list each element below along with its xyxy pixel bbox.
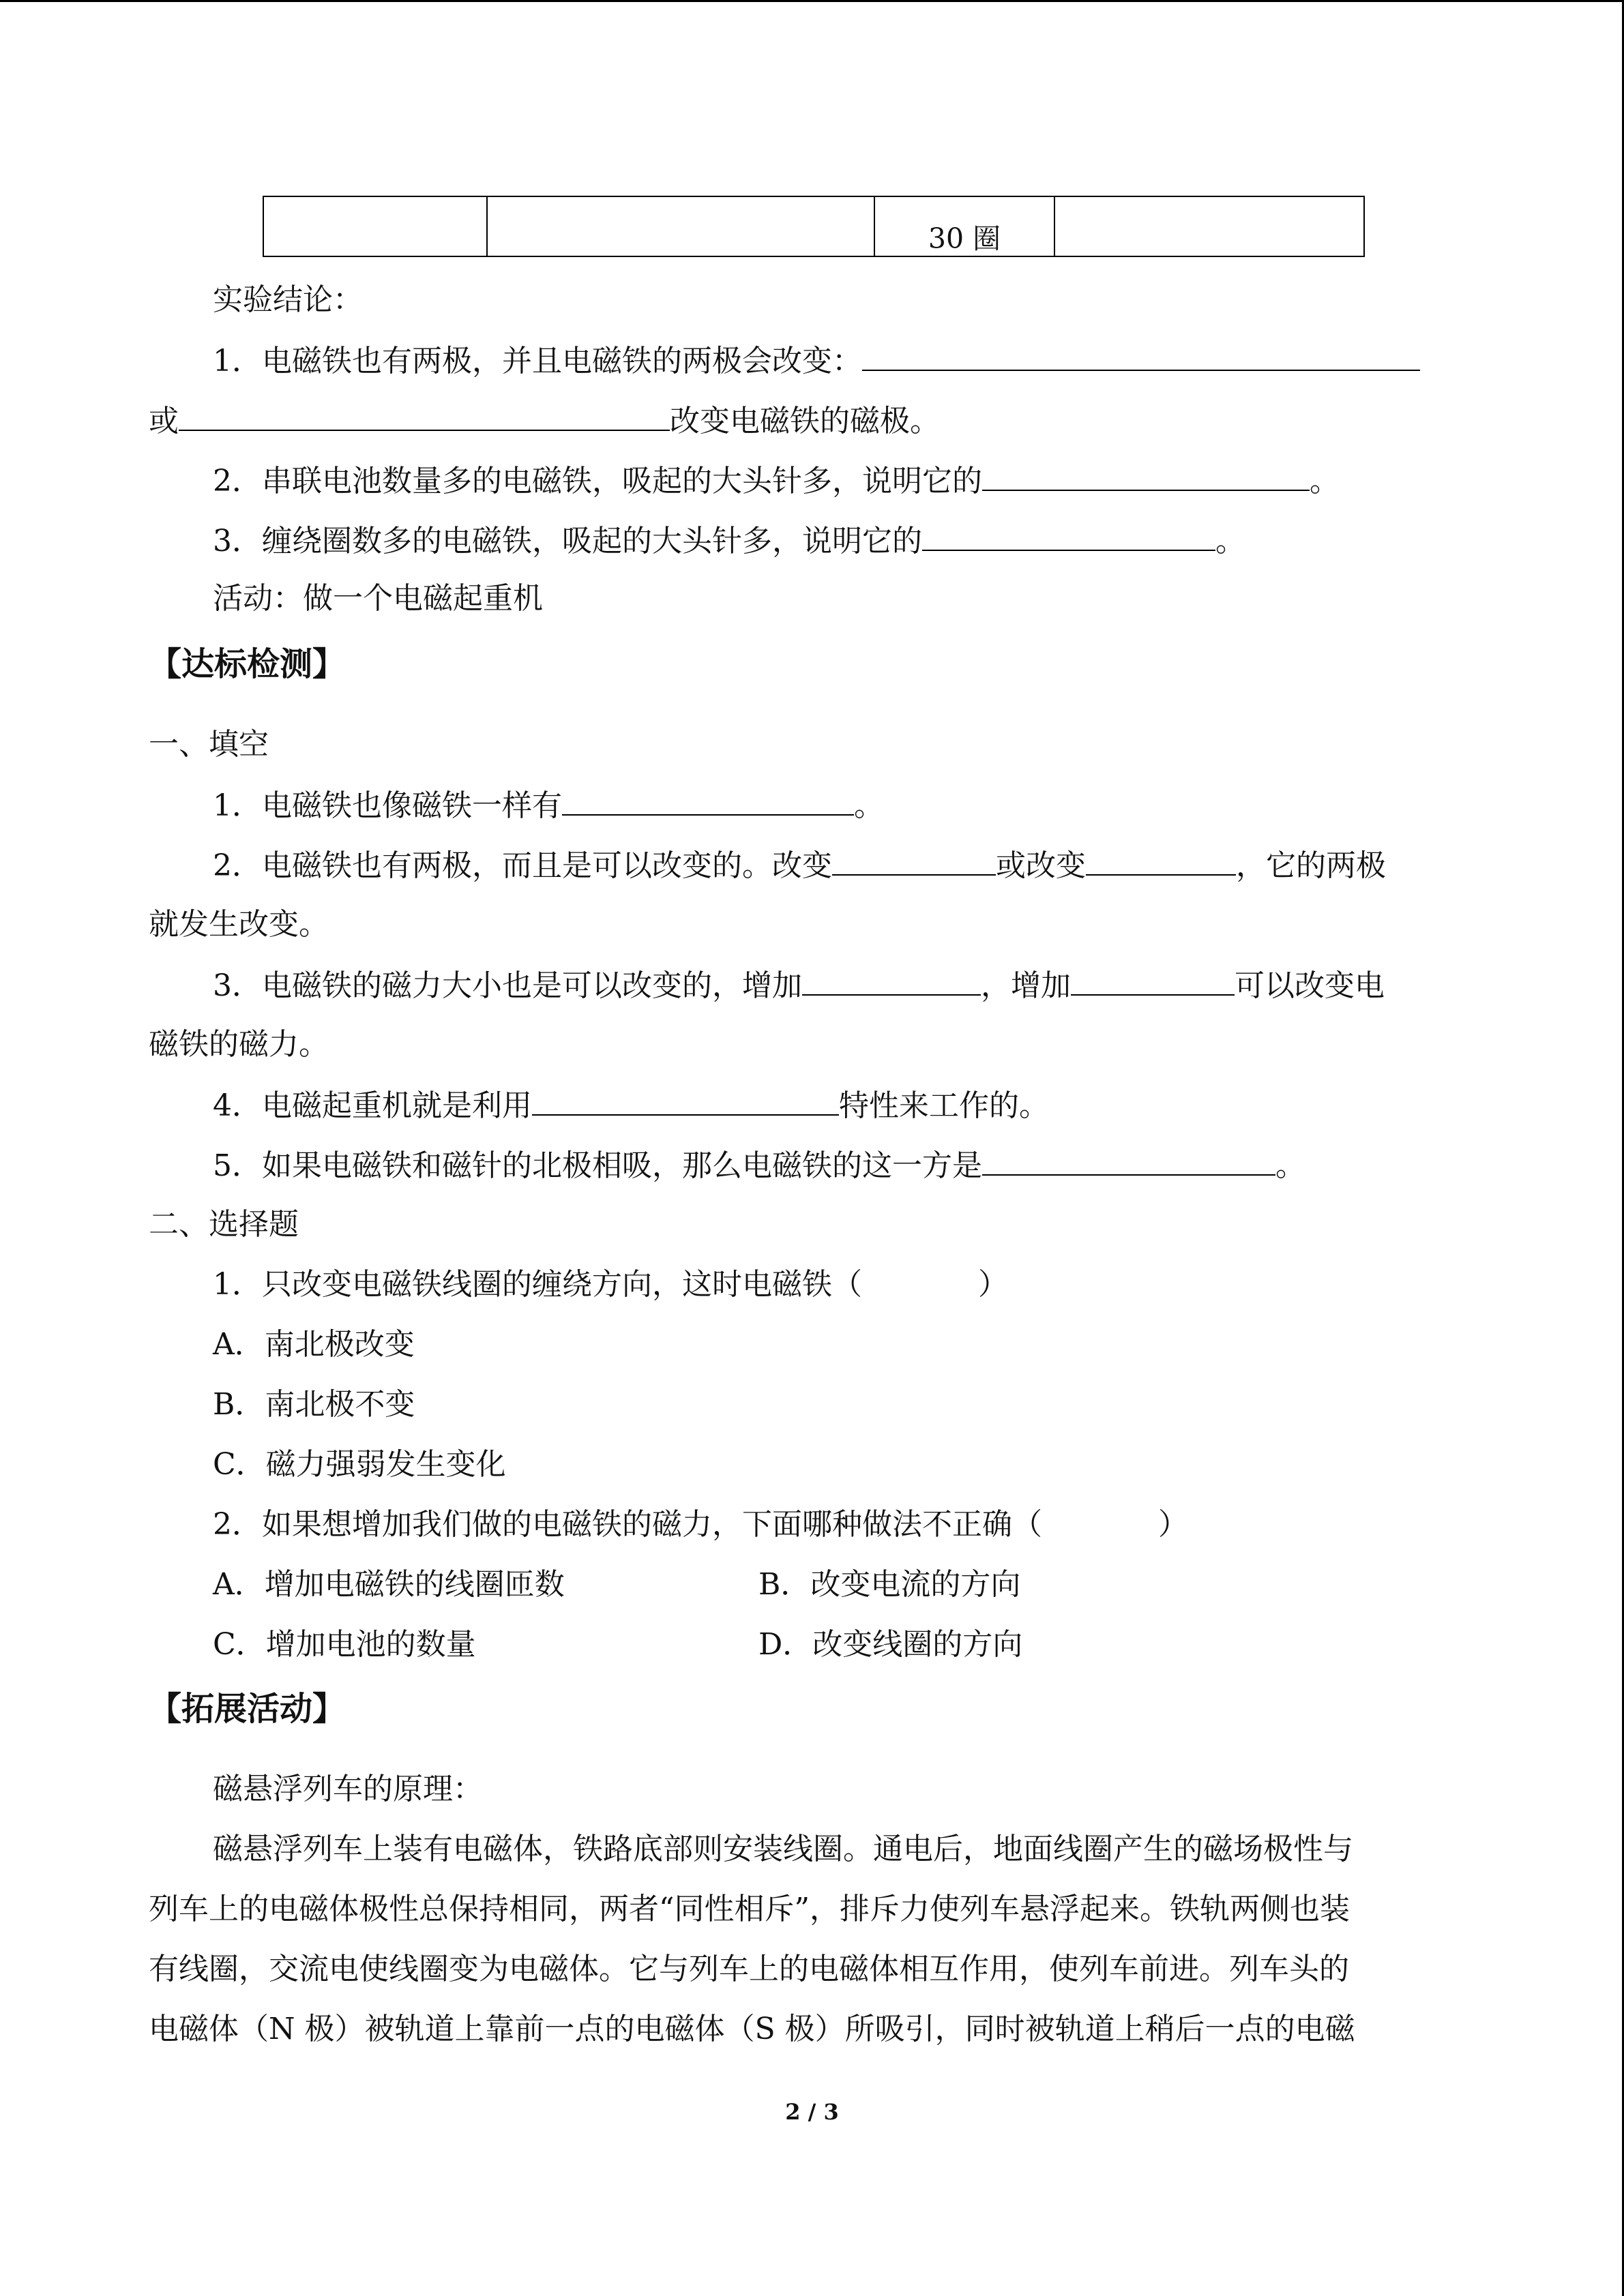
conclusion-3: 3．缠绕圈数多的电磁铁，吸起的大头针多，说明它的 。: [213, 520, 1245, 562]
conclusion-1: 1．电磁铁也有两极，并且电磁铁的两极会改变：: [213, 340, 1420, 382]
answer-blank[interactable]: [802, 964, 981, 996]
page-number: 2 / 3: [785, 2099, 839, 2125]
choice-1-option-a[interactable]: A．南北极改变: [213, 1327, 415, 1362]
extension-title: 磁悬浮列车的原理：: [213, 1772, 483, 1806]
answer-blank[interactable]: [1086, 844, 1236, 876]
conclusion-1-cont: 或 改变电磁铁的磁极。: [149, 400, 940, 442]
answer-blank[interactable]: [922, 520, 1215, 551]
choice-1-option-b[interactable]: B．南北极不变: [213, 1387, 415, 1422]
choice-1-option-c[interactable]: C．磁力强弱发生变化: [213, 1447, 506, 1482]
choice-2-option-d[interactable]: D．改变线圈的方向: [758, 1627, 1023, 1662]
table-cell: 30 圈: [874, 196, 1054, 256]
fill-question-3: 3．电磁铁的磁力大小也是可以改变的，增加 ，增加 可以改变电: [213, 964, 1385, 1007]
table-cell: [487, 196, 874, 256]
choice-2-option-c[interactable]: C．增加电池的数量: [213, 1627, 476, 1662]
choice-2-option-a[interactable]: A．增加电磁铁的线圈匝数: [213, 1567, 565, 1602]
table-row: [263, 196, 1364, 256]
answer-blank[interactable]: [982, 1144, 1275, 1176]
extension-paragraph-line: 电磁体（N 极）被轨道上靠前一点的电磁体（S 极）所吸引，同时被轨道上稍后一点的电磁: [149, 2012, 1355, 2046]
choice-question-1: 1．只改变电磁铁线圈的缠绕方向，这时电磁铁（ ）: [213, 1267, 1008, 1302]
conclusion-2: 2．串联电池数量多的电磁铁，吸起的大头针多，说明它的 。: [213, 460, 1340, 502]
fill-question-2-cont: 就发生改变。: [149, 907, 329, 942]
answer-blank[interactable]: [982, 460, 1310, 491]
section-heading-test: 【达标检测】: [149, 645, 346, 683]
fill-question-1: 1．电磁铁也像磁铁一样有 。: [213, 784, 884, 826]
extension-paragraph-line: 列车上的电磁体极性总保持相同，两者“同性相斥”，排斥力使列车悬浮起来。铁轨两侧也装: [149, 1892, 1350, 1926]
conclusion-label: 实验结论：: [213, 282, 363, 317]
fill-question-5: 5．如果电磁铁和磁针的北极相吸，那么电磁铁的这一方是 。: [213, 1144, 1305, 1187]
activity-line: 活动：做一个电磁起重机: [213, 581, 543, 616]
extension-paragraph-line: 磁悬浮列车上装有电磁体，铁路底部则安装线圈。通电后，地面线圈产生的磁场极性与: [213, 1832, 1353, 1866]
answer-blank[interactable]: [179, 400, 670, 431]
answer-blank[interactable]: [862, 340, 1420, 371]
answer-blank[interactable]: [532, 1084, 839, 1116]
fill-question-3-cont: 磁铁的磁力。: [149, 1027, 329, 1062]
answer-blank[interactable]: [832, 844, 996, 876]
answer-blank[interactable]: [1071, 964, 1235, 996]
choice-title: 二、选择题: [149, 1207, 299, 1242]
answer-blank[interactable]: [562, 784, 854, 816]
section-heading-extension: 【拓展活动】: [149, 1690, 346, 1728]
experiment-table: [263, 196, 1365, 257]
choice-2-option-b[interactable]: B．改变电流的方向: [758, 1567, 1021, 1602]
table-cell: [1054, 196, 1364, 256]
choice-question-2: 2．如果想增加我们做的电磁铁的磁力，下面哪种做法不正确（ ）: [213, 1507, 1188, 1542]
fill-question-4: 4．电磁起重机就是利用 特性来工作的。: [213, 1084, 1049, 1127]
fill-title: 一、填空: [149, 727, 269, 762]
table-cell: [263, 196, 487, 256]
extension-paragraph-line: 有线圈，交流电使线圈变为电磁体。它与列车上的电磁体相互作用，使列车前进。列车头的: [149, 1952, 1349, 1986]
fill-question-2: 2．电磁铁也有两极，而且是可以改变的。改变 或改变 ，它的两极: [213, 844, 1386, 886]
